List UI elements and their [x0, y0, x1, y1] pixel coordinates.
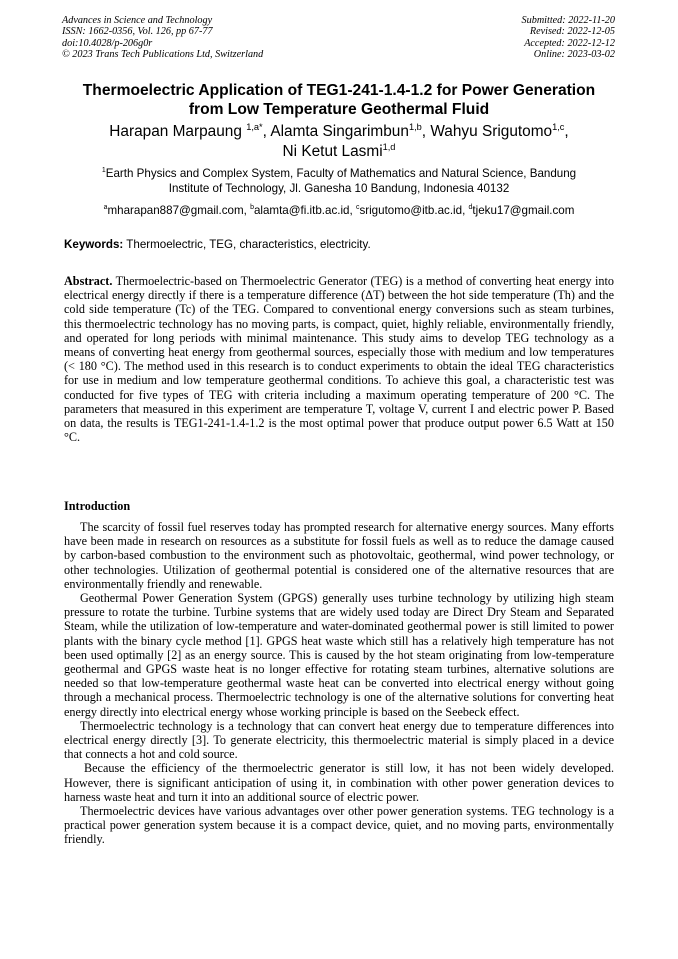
email-mark: b: [250, 204, 254, 212]
abstract-text: Thermoelectric-based on Thermoelectric Generator (TEG) is a method of converting heat energy into electrical energy directly if there is a temperature difference (ΔT) between the hot side temperature (Th) and the cold side temperature (Tc) of the TEG. Compared to conventional energy conversions such as steam turbines, this thermoelectric technology has no moving parts, is compact, quiet, highly reliable, environmentally friendly, and operated for long periods with minimal maintenance. This study aims to develop TEG technology as a means of converting heat energy from geothermal sources, especially those with medium and low temperatures (< 180 °C). The method used in this research is to conduct experiments to obtain the ideal TEG characteristics for use in medium and low temperature geothermal conditions. To achieve this goal, a characteristic test was conducted for five types of TEG with criteria including a maximum operating temperature of 200 °C. The parameters that measured in this experiment are temperature T, voltage V, current I and electric power P. Based on data, the results is TEG1-241-1.4-1.2 is the most optimal power that produce output power 6.5 Watt at 150 °C.: [64, 274, 614, 445]
paragraph: Thermoelectric devices have various advantages over other power generation systems. TEG technology is a practical power generation system because it is a compact device, quiet, and no moving parts, environmentally friendly.: [64, 804, 614, 847]
email-link[interactable]: tjeku17@gmail.com: [472, 204, 575, 217]
author-name: Ni Ketut Lasmi: [282, 143, 383, 160]
abstract: [64, 274, 614, 444]
email-separator: ,: [349, 204, 356, 217]
journal-issn: ISSN: 1662-0356, Vol. 126, pp 67-77: [62, 26, 213, 38]
keywords-text: Thermoelectric, TEG, characteristics, electricity.: [123, 238, 371, 251]
email-link[interactable]: alamta@fi.itb.ac.id: [253, 204, 350, 217]
email-link[interactable]: mharapan887@gmail.com: [107, 204, 244, 217]
author-name: Harapan Marpaung: [109, 123, 247, 140]
author-affiliation-mark: 1,b: [408, 121, 422, 132]
email-link[interactable]: srigutomo@itb.ac.id: [359, 204, 463, 217]
title-line-2: from Low Temperature Geothermal Fluid: [188, 101, 490, 118]
author-name: Wahyu Srigutomo: [430, 123, 553, 140]
journal-doi: doi:10.4028/p-206g0r: [62, 37, 153, 49]
author-list: [40, 122, 638, 162]
submission-dates: [522, 15, 615, 60]
abstract-label: Abstract.: [64, 274, 113, 288]
journal-name: Advances in Science and Technology: [62, 15, 213, 26]
email-mark: a: [103, 204, 108, 212]
author-separator: ,: [421, 123, 431, 140]
date-submitted: Submitted: 2022-11-20: [521, 15, 615, 26]
date-online: Online: 2023-03-02: [533, 48, 615, 60]
introduction-body: [64, 520, 614, 847]
author-emails: [40, 203, 638, 218]
paragraph: The scarcity of fossil fuel reserves today has prompted research for alternative energy sources. Many efforts have been made in research on resources as a substitute for fossil fuels as well as to reduce the damage caused by carbon-based combustion to the environment such as photovoltaic, geothermal, wind power technology, or other technologies. Utilization of geothermal potential is considered one of the alternative resources that are environmentally friendly and renewable.: [64, 520, 614, 591]
email-mark: c: [355, 204, 360, 212]
email-separator: ,: [462, 204, 469, 217]
affiliation-mark: 1: [101, 167, 106, 175]
keywords: [64, 237, 616, 252]
email-mark: d: [468, 204, 473, 212]
paragraph: Because the efficiency of the thermoelectric generator is still low, it has not been widely developed. However, there is significant anticipation of using it, in combination with other power generation devices to harness waste heat and turn it into an additional source of electric power.: [64, 761, 614, 804]
author-separator: ,: [564, 123, 569, 140]
affiliation-line-2: Institute of Technology, Jl. Ganesha 10 Bandung, Indonesia 40132: [168, 182, 510, 195]
author-separator: ,: [262, 123, 271, 140]
section-heading-introduction: Introduction: [64, 499, 131, 513]
date-accepted: Accepted: 2022-12-12: [524, 37, 615, 49]
affiliation-line-1: Earth Physics and Complex System, Faculty of Mathematics and Natural Science, Bandung: [105, 167, 577, 180]
paper-title: [40, 81, 638, 119]
author-name: Alamta Singarimbun: [270, 123, 409, 140]
paragraph: Thermoelectric technology is a technology that can convert heat energy due to temperature differences into electrical energy directly [3]. To generate electricity, this thermoelectric material is simply placed in a device that connects a hot and cold source.: [64, 718, 614, 762]
email-separator: ,: [243, 204, 251, 217]
date-revised: Revised: 2022-12-05: [529, 26, 615, 38]
author-affiliation-mark: 1,c: [552, 121, 565, 132]
paragraph: Geothermal Power Generation System (GPGS) generally uses turbine technology by utilizing high steam pressure to rotate the turbine. Turbine systems that are widely used today are Direct Dry Steam and Separated Steam, while the utilization of low-temperature and water-dominated geothermal power is still limited to power plants with the binary cycle method [1]. GPGS heat waste which still has a relatively high temperature has not been used optimally [2] as an energy source. This is caused by the hot steam originating from low-temperature geothermal and GPGS waste heat is no longer effective for rotating steam turbines, alternative solutions are needed so that low-temperature geothermal waste heat can be converted into electrical energy without going through a mechanical process. Thermoelectric technology is one of the alternative solutions for converting heat energy directly into electrical energy whose working principle is based on the Seebeck effect.: [64, 591, 614, 719]
author-affiliation-mark: 1,d: [382, 141, 396, 152]
affiliation: [40, 166, 638, 196]
title-line-1: Thermoelectric Application of TEG1-241-1.4-1.2 for Power Generation: [82, 82, 596, 99]
journal-info: [62, 15, 263, 60]
author-affiliation-mark: 1,a*: [246, 121, 263, 132]
keywords-label: Keywords:: [64, 238, 124, 251]
journal-copyright: © 2023 Trans Tech Publications Ltd, Switzerland: [62, 48, 264, 60]
